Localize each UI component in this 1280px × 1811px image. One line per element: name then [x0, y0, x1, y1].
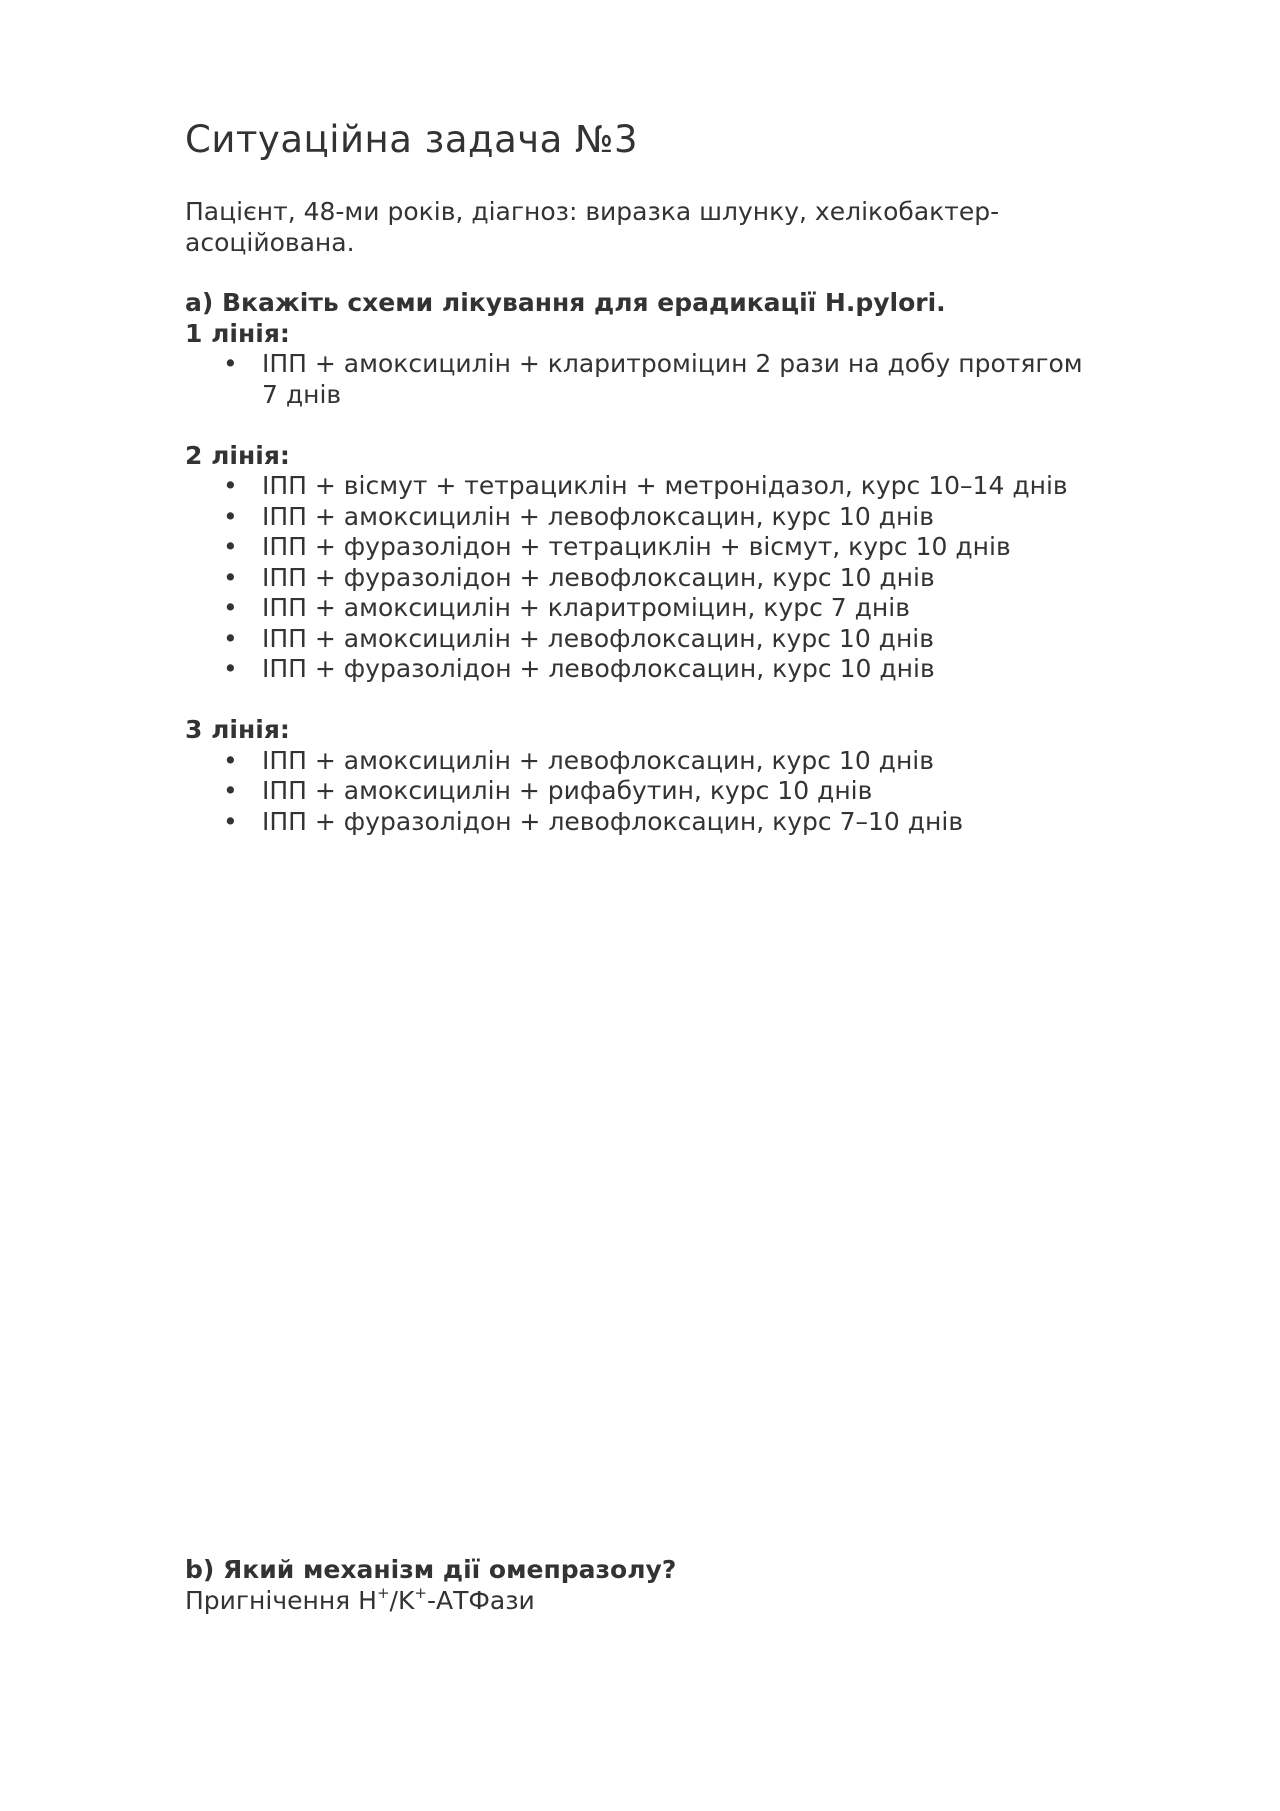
answer-middle: /K [389, 1585, 415, 1615]
list-item-text: ІПП + амоксицилін + рифабутин, курс 10 днів [262, 776, 873, 805]
line-2-list [185, 471, 1102, 685]
list-item-text: ІПП + вісмут + тетрациклін + метронідазол, курс 10–14 днів [262, 471, 1068, 500]
list-item-text: ІПП + амоксицилін + кларитроміцин 2 рази на добу протягом 7 днів [262, 349, 1083, 409]
page-title: Ситуаційна задача №3 [185, 118, 639, 161]
list-item-text: ІПП + фуразолідон + левофлоксацин, курс 10 днів [262, 562, 935, 592]
bullet-icon: • [223, 532, 238, 561]
list-item [185, 471, 1102, 502]
line-3-list [185, 746, 1102, 838]
bullet-icon: • [223, 654, 238, 683]
list-item [185, 593, 1102, 624]
list-item-text: ІПП + фуразолідон + левофлоксацин, курс 7–10 днів [262, 806, 964, 836]
list-item-text: ІПП + амоксицилін + кларитроміцин, курс 7 днів [262, 593, 910, 622]
bullet-icon: • [223, 349, 238, 378]
list-item [185, 746, 1102, 777]
bullet-icon: • [223, 562, 238, 592]
bullet-icon: • [223, 501, 238, 531]
list-item [185, 654, 1102, 685]
section-b-answer [185, 1583, 535, 1615]
section-b-question: b) Який механізм дії омепразолу? [185, 1555, 677, 1584]
section-a [185, 288, 1102, 837]
answer-superscript-2: + [414, 1583, 427, 1602]
list-item [185, 532, 1102, 563]
answer-suffix: -АТФази [426, 1585, 535, 1615]
list-item-text: ІПП + амоксицилін + левофлоксацин, курс 10 днів [262, 745, 934, 775]
answer-superscript-1: + [376, 1583, 390, 1602]
line-3-label: 3 лінія: [185, 715, 290, 744]
bullet-icon: • [223, 745, 238, 775]
list-item [185, 776, 1102, 807]
list-item-text: ІПП + амоксицилін + левофлоксацин, курс 10 днів [262, 501, 934, 531]
bullet-icon: • [223, 806, 238, 836]
line-1-list [185, 349, 1102, 410]
list-item [185, 563, 1102, 594]
bullet-icon: • [223, 471, 238, 500]
list-item-text: ІПП + амоксицилін + левофлоксацин, курс 10 днів [262, 623, 934, 653]
line-1-label: 1 лінія: [185, 318, 290, 348]
answer-prefix: Пригнічення H [185, 1585, 377, 1615]
section-b [185, 1555, 676, 1616]
bullet-icon: • [223, 776, 238, 805]
section-a-question: а) Вкажіть схеми лікування для ерадикації H.pylori. [185, 288, 946, 317]
list-item-text: ІПП + фуразолідон + левофлоксацин, курс 10 днів [262, 654, 935, 683]
list-item-text: ІПП + фуразолідон + тетрациклін + вісмут, курс 10 днів [262, 532, 1011, 561]
list-item [185, 349, 1102, 410]
bullet-icon: • [223, 593, 238, 622]
line-2-label: 2 лінія: [185, 440, 290, 470]
list-item [185, 807, 1102, 838]
bullet-icon: • [223, 623, 238, 653]
patient-description: Пацієнт, 48-ми років, діагноз: виразка шлунку, хелікобактер-асоційована. [185, 197, 1000, 257]
list-item [185, 502, 1102, 533]
list-item [185, 624, 1102, 655]
